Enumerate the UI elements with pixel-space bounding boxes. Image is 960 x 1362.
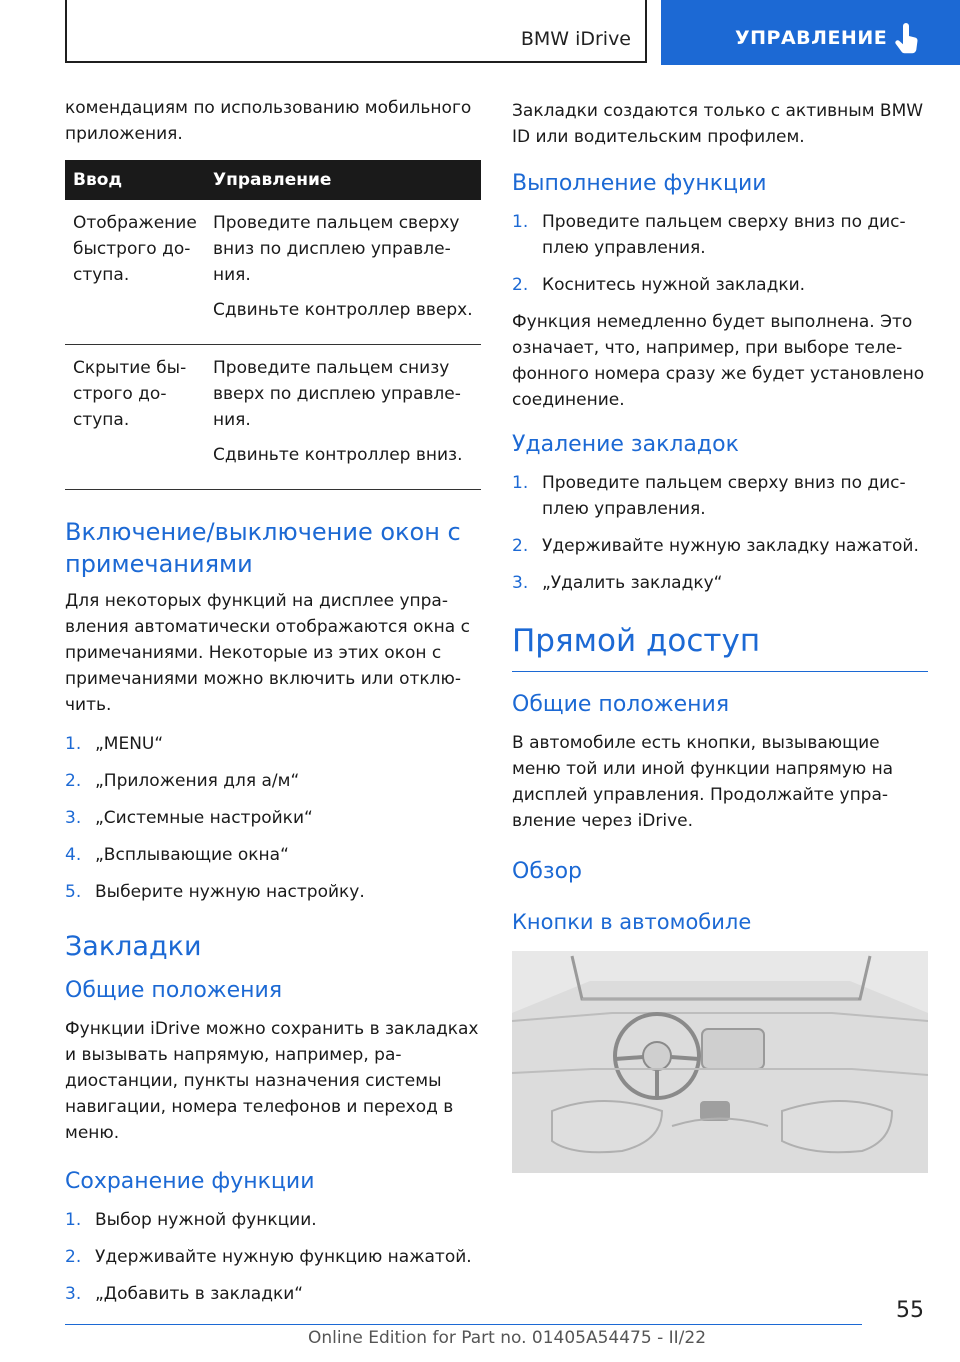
table-cell-input: Отображение быстрого доступа. bbox=[65, 200, 205, 345]
subsection-title-delete: Удаление закладок bbox=[512, 432, 739, 457]
header-left-label: BMW iDrive bbox=[520, 28, 631, 50]
list-number: 4. bbox=[65, 845, 82, 865]
list-item bbox=[512, 470, 928, 522]
table-header-input: Ввод bbox=[65, 160, 205, 200]
notes-steps bbox=[65, 731, 481, 905]
list-item bbox=[65, 1244, 481, 1270]
list-item bbox=[65, 731, 481, 757]
list-number: 3. bbox=[65, 1284, 82, 1304]
list-number: 1. bbox=[65, 734, 82, 754]
list-item bbox=[512, 533, 928, 559]
car-interior-illustration bbox=[512, 951, 928, 1173]
list-item bbox=[512, 570, 928, 596]
table-cell-input: Скрытие быстрого доступа. bbox=[65, 345, 205, 490]
action-text: Сдвиньте контроллер вверх. bbox=[213, 300, 473, 320]
section-title-direct-access: Прямой доступ bbox=[512, 623, 761, 659]
list-number: 5. bbox=[65, 882, 82, 902]
left-column bbox=[65, 95, 481, 1318]
list-number: 2. bbox=[512, 275, 529, 295]
list-item bbox=[65, 1281, 481, 1307]
gesture-table bbox=[65, 160, 481, 490]
execute-text: Функция немедленно будет выполнена. Это означает, что, например, при выборе телефонного номера сразу же будет установлено соединение. bbox=[512, 312, 925, 410]
list-text: „Всплывающие окна“ bbox=[95, 845, 289, 865]
list-text: Проведите пальцем сверху вниз по дисплею управления. bbox=[542, 473, 906, 519]
subsection-title-general: Общие положения bbox=[65, 978, 283, 1003]
section-title-bookmarks: Закладки bbox=[65, 931, 202, 962]
list-text: Удерживайте нужную функцию нажатой. bbox=[95, 1247, 472, 1267]
list-item bbox=[512, 209, 928, 261]
list-item bbox=[65, 768, 481, 794]
list-number: 1. bbox=[512, 473, 529, 493]
subsection-title-save: Сохранение функции bbox=[65, 1169, 315, 1194]
direct-access-text: В автомобиле есть кнопки, вызывающие меню той или иной функции напрямую на дисплей управления. Продолжайте управление через iDrive. bbox=[512, 733, 894, 831]
subsection-title-buttons: Кнопки в автомобиле bbox=[512, 910, 752, 934]
list-number: 1. bbox=[65, 1210, 82, 1230]
section-title-notes: Включение/выключение окон с примечаниями bbox=[65, 518, 461, 578]
list-text: „Добавить в закладки“ bbox=[95, 1284, 304, 1304]
section-divider bbox=[512, 671, 928, 672]
table-row bbox=[65, 345, 481, 490]
right-column bbox=[512, 98, 928, 1173]
footer-divider bbox=[65, 1324, 862, 1325]
footer-edition-text: Online Edition for Part no. 01405A54475 - II/22 bbox=[308, 1328, 707, 1348]
list-text: „MENU“ bbox=[95, 734, 164, 754]
list-item bbox=[65, 842, 481, 868]
subsection-title-execute: Выполнение функции bbox=[512, 171, 767, 196]
table-header-action: Управление bbox=[205, 160, 481, 200]
list-text: Выбор нужной функции. bbox=[95, 1210, 317, 1230]
list-number: 2. bbox=[512, 536, 529, 556]
table-header-row bbox=[65, 160, 481, 200]
action-text: Проведите пальцем снизу вверх по дисплею управления. bbox=[213, 358, 461, 430]
list-text: „Удалить закладку“ bbox=[542, 573, 723, 593]
subsection-title-overview: Обзор bbox=[512, 859, 583, 884]
list-number: 3. bbox=[65, 808, 82, 828]
list-text: „Системные настройки“ bbox=[95, 808, 313, 828]
page-number: 55 bbox=[896, 1298, 924, 1323]
table-row bbox=[65, 200, 481, 345]
intro-text: комендациям по использованию мобильного приложения. bbox=[65, 98, 472, 144]
execute-steps bbox=[512, 209, 928, 298]
list-text: Удерживайте нужную закладку нажатой. bbox=[542, 536, 919, 556]
intro-text-right: Закладки создаются только с активным BMW ID или водительским профилем. bbox=[512, 101, 924, 147]
action-text: Сдвиньте контроллер вниз. bbox=[213, 445, 463, 465]
list-item bbox=[65, 805, 481, 831]
list-number: 2. bbox=[65, 771, 82, 791]
header-section-tab bbox=[661, 0, 960, 65]
save-steps bbox=[65, 1207, 481, 1307]
header-chapter-box bbox=[65, 0, 647, 63]
list-text: „Приложения для а/м“ bbox=[95, 771, 300, 791]
list-number: 1. bbox=[512, 212, 529, 232]
list-item bbox=[512, 272, 928, 298]
bookmarks-text: Функции iDrive можно сохранить в закладках и вызывать напрямую, например, радиостанции, пункты назначения системы навигации, номера телефонов и переход в меню. bbox=[65, 1019, 479, 1143]
delete-steps bbox=[512, 470, 928, 596]
notes-text: Для некоторых функций на дисплее управления автоматически отображаются окна с примечаниями. Некоторые из этих окон с примечаниями можно включить или отключить. bbox=[65, 591, 470, 715]
touch-hand-icon bbox=[893, 22, 923, 56]
action-text: Проведите пальцем сверху вниз по дисплею управления. bbox=[213, 213, 460, 285]
list-item bbox=[65, 879, 481, 905]
list-text: Выберите нужную настройку. bbox=[95, 882, 365, 902]
list-text: Проведите пальцем сверху вниз по дисплею управления. bbox=[542, 212, 906, 258]
header-right-label: УПРАВЛЕНИЕ bbox=[735, 27, 888, 49]
list-item bbox=[65, 1207, 481, 1233]
table-cell-action bbox=[205, 200, 481, 345]
table-cell-action bbox=[205, 345, 481, 490]
list-text: Коснитесь нужной закладки. bbox=[542, 275, 806, 295]
list-number: 3. bbox=[512, 573, 529, 593]
subsection-title-general-right: Общие положения bbox=[512, 692, 730, 717]
list-number: 2. bbox=[65, 1247, 82, 1267]
